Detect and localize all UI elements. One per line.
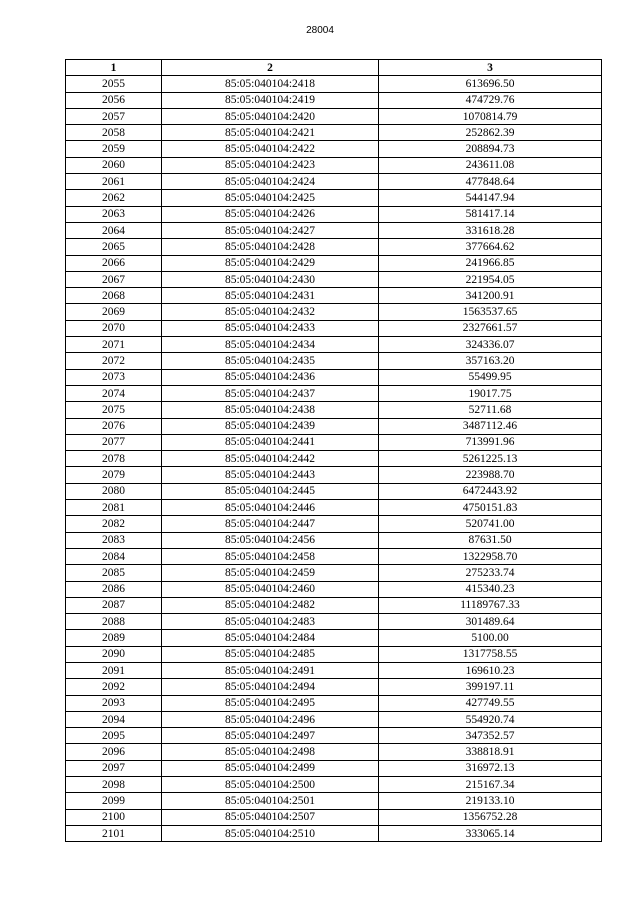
value-cell: 221954.05 (379, 271, 602, 287)
row-number-cell: 2062 (66, 190, 162, 206)
value-cell: 324336.07 (379, 337, 602, 353)
value-cell: 520741.00 (379, 516, 602, 532)
cadastral-number-cell: 85:05:040104:2418 (162, 76, 379, 92)
table-row (66, 744, 602, 760)
column-header-2: 2 (162, 60, 379, 76)
table-row (66, 532, 602, 548)
table-row (66, 728, 602, 744)
table-row (66, 369, 602, 385)
cadastral-number-cell: 85:05:040104:2459 (162, 565, 379, 581)
value-cell: 87631.50 (379, 532, 602, 548)
table-row (66, 92, 602, 108)
table-row (66, 500, 602, 516)
value-cell: 19017.75 (379, 385, 602, 401)
row-number-cell: 2091 (66, 662, 162, 678)
table-row (66, 108, 602, 124)
value-cell: 581417.14 (379, 206, 602, 222)
cadastral-number-cell: 85:05:040104:2510 (162, 825, 379, 841)
row-number-cell: 2098 (66, 777, 162, 793)
row-number-cell: 2065 (66, 239, 162, 255)
cadastral-number-cell: 85:05:040104:2421 (162, 125, 379, 141)
cadastral-number-cell: 85:05:040104:2495 (162, 695, 379, 711)
table-row (66, 239, 602, 255)
value-cell: 6472443.92 (379, 483, 602, 499)
cadastral-number-cell: 85:05:040104:2420 (162, 108, 379, 124)
row-number-cell: 2077 (66, 434, 162, 450)
table-row (66, 125, 602, 141)
value-cell: 1322958.70 (379, 548, 602, 564)
value-cell: 399197.11 (379, 679, 602, 695)
row-number-cell: 2068 (66, 288, 162, 304)
cadastral-number-cell: 85:05:040104:2442 (162, 451, 379, 467)
row-number-cell: 2069 (66, 304, 162, 320)
value-cell: 613696.50 (379, 76, 602, 92)
cadastral-number-cell: 85:05:040104:2485 (162, 646, 379, 662)
value-cell: 215167.34 (379, 777, 602, 793)
row-number-cell: 2063 (66, 206, 162, 222)
table-row (66, 222, 602, 238)
table-row (66, 76, 602, 92)
row-number-cell: 2075 (66, 402, 162, 418)
cadastral-number-cell: 85:05:040104:2501 (162, 793, 379, 809)
value-cell: 2327661.57 (379, 320, 602, 336)
value-cell: 713991.96 (379, 434, 602, 450)
row-number-cell: 2058 (66, 125, 162, 141)
table-row (66, 581, 602, 597)
value-cell: 169610.23 (379, 662, 602, 678)
value-cell: 341200.91 (379, 288, 602, 304)
value-cell: 377664.62 (379, 239, 602, 255)
row-number-cell: 2082 (66, 516, 162, 532)
cadastral-number-cell: 85:05:040104:2482 (162, 597, 379, 613)
table-row (66, 304, 602, 320)
value-cell: 252862.39 (379, 125, 602, 141)
row-number-cell: 2096 (66, 744, 162, 760)
value-cell: 357163.20 (379, 353, 602, 369)
row-number-cell: 2097 (66, 760, 162, 776)
cadastral-number-cell: 85:05:040104:2419 (162, 92, 379, 108)
cadastral-number-cell: 85:05:040104:2446 (162, 500, 379, 516)
cadastral-number-cell: 85:05:040104:2430 (162, 271, 379, 287)
row-number-cell: 2060 (66, 157, 162, 173)
table-row (66, 760, 602, 776)
column-header-3: 3 (379, 60, 602, 76)
cadastral-number-cell: 85:05:040104:2428 (162, 239, 379, 255)
value-cell: 219133.10 (379, 793, 602, 809)
cadastral-number-cell: 85:05:040104:2441 (162, 434, 379, 450)
value-cell: 331618.28 (379, 222, 602, 238)
value-cell: 243611.08 (379, 157, 602, 173)
row-number-cell: 2064 (66, 222, 162, 238)
row-number-cell: 2057 (66, 108, 162, 124)
table-row (66, 516, 602, 532)
row-number-cell: 2059 (66, 141, 162, 157)
value-cell: 333065.14 (379, 825, 602, 841)
table-header (66, 60, 602, 76)
row-number-cell: 2074 (66, 385, 162, 401)
cadastral-number-cell: 85:05:040104:2439 (162, 418, 379, 434)
cadastral-number-cell: 85:05:040104:2499 (162, 760, 379, 776)
row-number-cell: 2055 (66, 76, 162, 92)
row-number-cell: 2094 (66, 711, 162, 727)
cadastral-number-cell: 85:05:040104:2494 (162, 679, 379, 695)
cadastral-number-cell: 85:05:040104:2423 (162, 157, 379, 173)
row-number-cell: 2093 (66, 695, 162, 711)
table-row (66, 597, 602, 613)
table-row (66, 646, 602, 662)
cadastral-number-cell: 85:05:040104:2497 (162, 728, 379, 744)
table-row (66, 777, 602, 793)
value-cell: 11189767.33 (379, 597, 602, 613)
table-row (66, 353, 602, 369)
table-row (66, 451, 602, 467)
table-row (66, 402, 602, 418)
value-cell: 1563537.65 (379, 304, 602, 320)
cadastral-number-cell: 85:05:040104:2433 (162, 320, 379, 336)
row-number-cell: 2071 (66, 337, 162, 353)
cadastral-number-cell: 85:05:040104:2500 (162, 777, 379, 793)
value-cell: 55499.95 (379, 369, 602, 385)
row-number-cell: 2087 (66, 597, 162, 613)
table-row (66, 825, 602, 841)
value-cell: 4750151.83 (379, 500, 602, 516)
row-number-cell: 2066 (66, 255, 162, 271)
value-cell: 415340.23 (379, 581, 602, 597)
cadastral-number-cell: 85:05:040104:2498 (162, 744, 379, 760)
table-row (66, 695, 602, 711)
table-row (66, 467, 602, 483)
value-cell: 347352.57 (379, 728, 602, 744)
row-number-cell: 2078 (66, 451, 162, 467)
row-number-cell: 2090 (66, 646, 162, 662)
row-number-cell: 2084 (66, 548, 162, 564)
table-row (66, 679, 602, 695)
row-number-cell: 2072 (66, 353, 162, 369)
table-row (66, 320, 602, 336)
row-number-cell: 2086 (66, 581, 162, 597)
table-row (66, 793, 602, 809)
cadastral-value-table (65, 59, 602, 842)
table-row (66, 271, 602, 287)
value-cell: 5100.00 (379, 630, 602, 646)
header-row (66, 60, 602, 76)
cadastral-number-cell: 85:05:040104:2434 (162, 337, 379, 353)
row-number-cell: 2076 (66, 418, 162, 434)
table-row (66, 630, 602, 646)
cadastral-number-cell: 85:05:040104:2443 (162, 467, 379, 483)
row-number-cell: 2095 (66, 728, 162, 744)
table-row (66, 206, 602, 222)
value-cell: 5261225.13 (379, 451, 602, 467)
cadastral-number-cell: 85:05:040104:2437 (162, 385, 379, 401)
cadastral-number-cell: 85:05:040104:2431 (162, 288, 379, 304)
table-row (66, 418, 602, 434)
row-number-cell: 2081 (66, 500, 162, 516)
cadastral-number-cell: 85:05:040104:2491 (162, 662, 379, 678)
row-number-cell: 2083 (66, 532, 162, 548)
row-number-cell: 2101 (66, 825, 162, 841)
value-cell: 1317758.55 (379, 646, 602, 662)
table-row (66, 174, 602, 190)
row-number-cell: 2070 (66, 320, 162, 336)
value-cell: 474729.76 (379, 92, 602, 108)
table-row (66, 255, 602, 271)
cadastral-number-cell: 85:05:040104:2447 (162, 516, 379, 532)
row-number-cell: 2088 (66, 614, 162, 630)
value-cell: 3487112.46 (379, 418, 602, 434)
table-row (66, 662, 602, 678)
cadastral-number-cell: 85:05:040104:2458 (162, 548, 379, 564)
cadastral-number-cell: 85:05:040104:2427 (162, 222, 379, 238)
table-body (66, 76, 602, 842)
row-number-cell: 2092 (66, 679, 162, 695)
row-number-cell: 2089 (66, 630, 162, 646)
table-row (66, 288, 602, 304)
cadastral-number-cell: 85:05:040104:2435 (162, 353, 379, 369)
table-row (66, 190, 602, 206)
value-cell: 208894.73 (379, 141, 602, 157)
value-cell: 554920.74 (379, 711, 602, 727)
table-row (66, 565, 602, 581)
row-number-cell: 2056 (66, 92, 162, 108)
table-row (66, 157, 602, 173)
value-cell: 477848.64 (379, 174, 602, 190)
row-number-cell: 2080 (66, 483, 162, 499)
cadastral-number-cell: 85:05:040104:2432 (162, 304, 379, 320)
row-number-cell: 2073 (66, 369, 162, 385)
value-cell: 316972.13 (379, 760, 602, 776)
cadastral-number-cell: 85:05:040104:2496 (162, 711, 379, 727)
value-cell: 544147.94 (379, 190, 602, 206)
value-cell: 301489.64 (379, 614, 602, 630)
table-row (66, 141, 602, 157)
table-row (66, 483, 602, 499)
cadastral-number-cell: 85:05:040104:2445 (162, 483, 379, 499)
value-cell: 427749.55 (379, 695, 602, 711)
value-cell: 241966.85 (379, 255, 602, 271)
table-row (66, 711, 602, 727)
value-cell: 338818.91 (379, 744, 602, 760)
cadastral-number-cell: 85:05:040104:2426 (162, 206, 379, 222)
value-cell: 52711.68 (379, 402, 602, 418)
value-cell: 1070814.79 (379, 108, 602, 124)
table-row (66, 385, 602, 401)
table-row (66, 434, 602, 450)
table-row (66, 548, 602, 564)
row-number-cell: 2099 (66, 793, 162, 809)
table-row (66, 614, 602, 630)
table-row (66, 809, 602, 825)
cadastral-number-cell: 85:05:040104:2484 (162, 630, 379, 646)
page-number: 28004 (306, 25, 334, 36)
cadastral-number-cell: 85:05:040104:2460 (162, 581, 379, 597)
value-cell: 275233.74 (379, 565, 602, 581)
row-number-cell: 2061 (66, 174, 162, 190)
cadastral-number-cell: 85:05:040104:2438 (162, 402, 379, 418)
value-cell: 1356752.28 (379, 809, 602, 825)
cadastral-number-cell: 85:05:040104:2422 (162, 141, 379, 157)
cadastral-number-cell: 85:05:040104:2436 (162, 369, 379, 385)
row-number-cell: 2067 (66, 271, 162, 287)
column-header-1: 1 (66, 60, 162, 76)
cadastral-number-cell: 85:05:040104:2425 (162, 190, 379, 206)
table-row (66, 337, 602, 353)
value-cell: 223988.70 (379, 467, 602, 483)
cadastral-number-cell: 85:05:040104:2456 (162, 532, 379, 548)
cadastral-number-cell: 85:05:040104:2507 (162, 809, 379, 825)
row-number-cell: 2100 (66, 809, 162, 825)
cadastral-number-cell: 85:05:040104:2424 (162, 174, 379, 190)
row-number-cell: 2079 (66, 467, 162, 483)
row-number-cell: 2085 (66, 565, 162, 581)
cadastral-number-cell: 85:05:040104:2429 (162, 255, 379, 271)
cadastral-number-cell: 85:05:040104:2483 (162, 614, 379, 630)
